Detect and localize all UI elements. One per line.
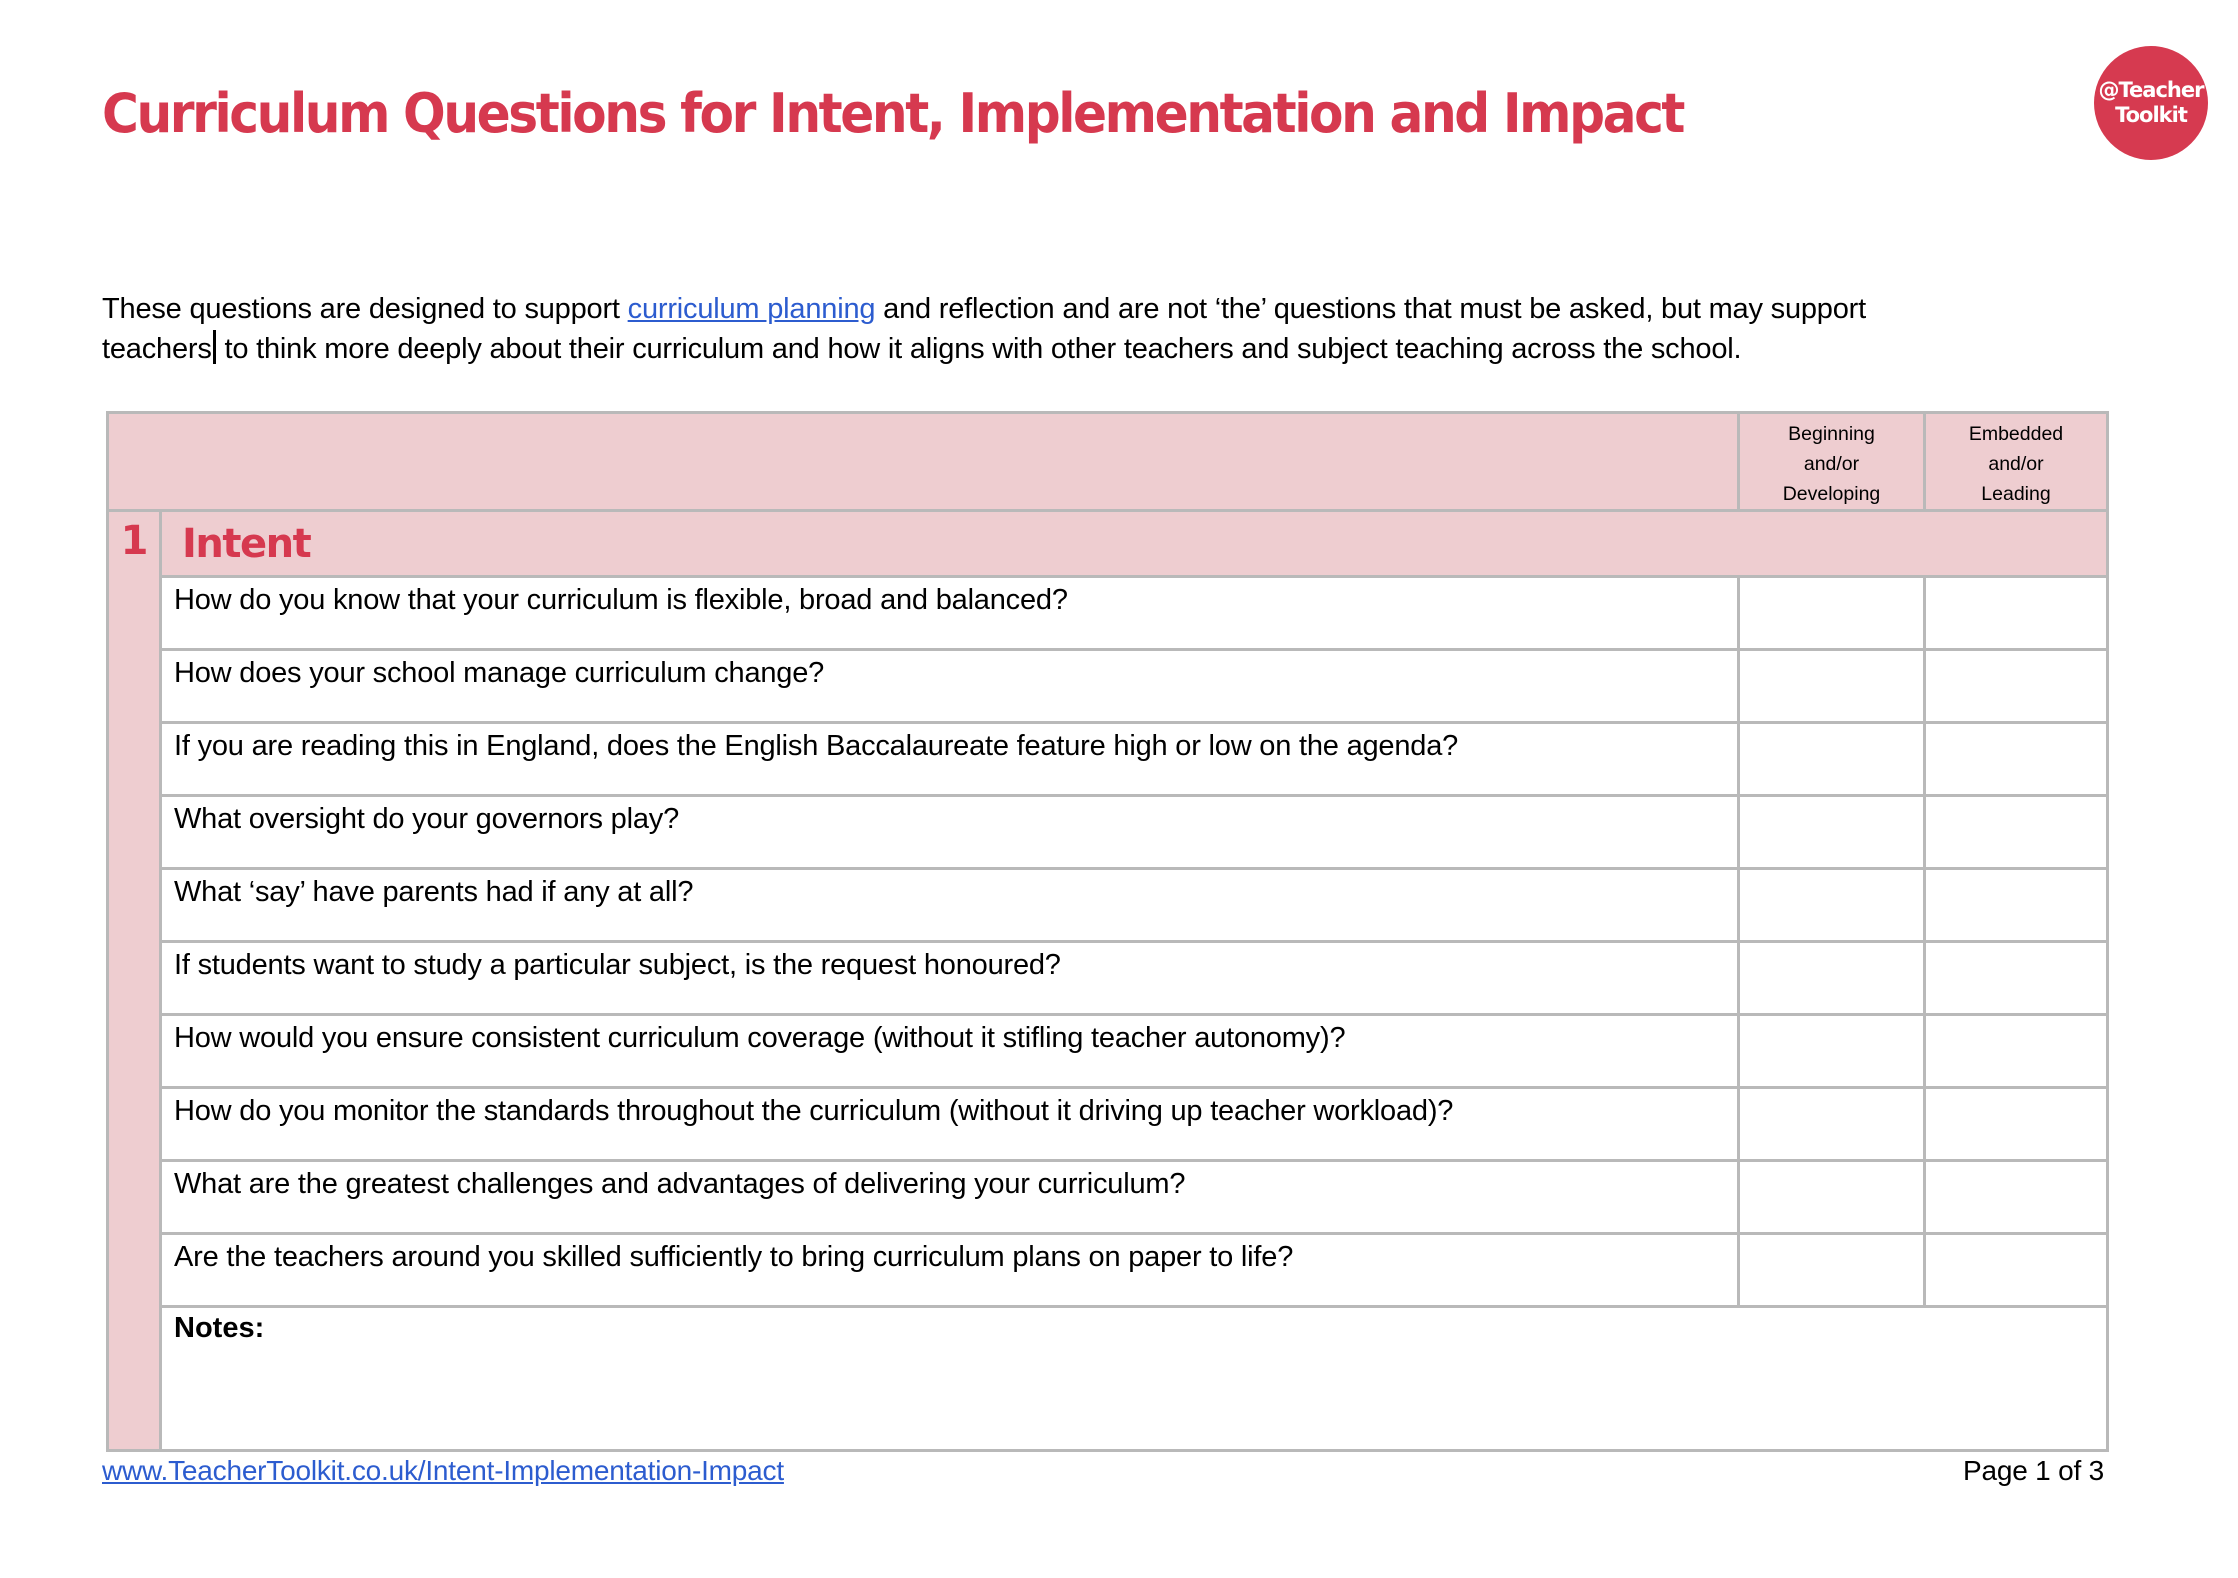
embedded-checkbox-cell[interactable] <box>1925 1015 2108 1088</box>
embedded-checkbox-cell[interactable] <box>1925 1234 2108 1307</box>
table-row <box>108 1088 2108 1161</box>
logo-line-2: Toolkit <box>2115 103 2187 127</box>
beginning-checkbox-cell[interactable] <box>1739 942 1925 1015</box>
header-embedded-leading: Embedded and/or Leading <box>1925 413 2108 511</box>
intro-text-line1-end: and reflection and are not ‘the’ questions that must be asked, but may support <box>875 293 1866 325</box>
table-row <box>108 942 2108 1015</box>
embedded-checkbox-cell[interactable] <box>1925 796 2108 869</box>
teachertoolkit-logo <box>2094 46 2208 160</box>
beginning-checkbox-cell[interactable] <box>1739 1015 1925 1088</box>
header-blank-cell <box>108 413 1739 511</box>
question-text: What oversight do your governors play? <box>161 796 1739 869</box>
embedded-checkbox-cell[interactable] <box>1925 1088 2108 1161</box>
beginning-checkbox-cell[interactable] <box>1739 1234 1925 1307</box>
beginning-checkbox-cell[interactable] <box>1739 1161 1925 1234</box>
question-text: What ‘say’ have parents had if any at all? <box>161 869 1739 942</box>
beginning-checkbox-cell[interactable] <box>1739 796 1925 869</box>
page-title: Curriculum Questions for Intent, Implementation and Impact <box>102 82 1684 145</box>
question-text: How do you know that your curriculum is flexible, broad and balanced? <box>161 577 1739 650</box>
beginning-checkbox-cell[interactable] <box>1739 577 1925 650</box>
beginning-checkbox-cell[interactable] <box>1739 650 1925 723</box>
section-header-row <box>108 511 2108 577</box>
embedded-checkbox-cell[interactable] <box>1925 869 2108 942</box>
table-row <box>108 796 2108 869</box>
questions-table <box>106 411 2109 1452</box>
footer-url-link[interactable]: www.TeacherToolkit.co.uk/Intent-Implementation-Impact <box>102 1455 784 1486</box>
beginning-checkbox-cell[interactable] <box>1739 1088 1925 1161</box>
section-title: Intent <box>161 511 2108 577</box>
embedded-checkbox-cell[interactable] <box>1925 650 2108 723</box>
intro-text-line2-start: teachers <box>102 333 212 365</box>
question-text: If you are reading this in England, does the English Baccalaureate feature high or low on the agenda? <box>161 723 1739 796</box>
notes-field[interactable] <box>161 1307 2108 1451</box>
logo-line-1: @Teacher <box>2098 78 2204 102</box>
question-text: How do you monitor the standards throughout the curriculum (without it driving up teacher workload)? <box>161 1088 1739 1161</box>
table-row <box>108 869 2108 942</box>
question-text: How does your school manage curriculum change? <box>161 650 1739 723</box>
embedded-checkbox-cell[interactable] <box>1925 942 2108 1015</box>
embedded-checkbox-cell[interactable] <box>1925 723 2108 796</box>
table-row <box>108 1015 2108 1088</box>
table-header-row <box>108 413 2108 511</box>
table-row <box>108 650 2108 723</box>
curriculum-planning-link[interactable]: curriculum planning <box>627 293 876 325</box>
intro-text-start: These questions are designed to support <box>102 293 628 325</box>
table-row <box>108 723 2108 796</box>
intro-text-line2-rest: to think more deeply about their curriculum and how it aligns with other teachers and subject teaching across the school. <box>216 333 1742 365</box>
intro-paragraph <box>102 289 2112 369</box>
question-text: Are the teachers around you skilled sufficiently to bring curriculum plans on paper to life? <box>161 1234 1739 1307</box>
notes-row <box>108 1307 2108 1451</box>
table-row <box>108 577 2108 650</box>
embedded-checkbox-cell[interactable] <box>1925 1161 2108 1234</box>
question-text: How would you ensure consistent curriculum coverage (without it stifling teacher autonomy)? <box>161 1015 1739 1088</box>
embedded-checkbox-cell[interactable] <box>1925 577 2108 650</box>
text-cursor <box>213 330 216 364</box>
table-row <box>108 1234 2108 1307</box>
section-number: 1 <box>108 511 161 1451</box>
page-number: Page 1 of 3 <box>1962 1455 2104 1486</box>
beginning-checkbox-cell[interactable] <box>1739 869 1925 942</box>
beginning-checkbox-cell[interactable] <box>1739 723 1925 796</box>
header-beginning-developing: Beginning and/or Developing <box>1739 413 1925 511</box>
question-text: What are the greatest challenges and advantages of delivering your curriculum? <box>161 1161 1739 1234</box>
notes-label: Notes: <box>174 1312 265 1344</box>
table-row <box>108 1161 2108 1234</box>
question-text: If students want to study a particular subject, is the request honoured? <box>161 942 1739 1015</box>
